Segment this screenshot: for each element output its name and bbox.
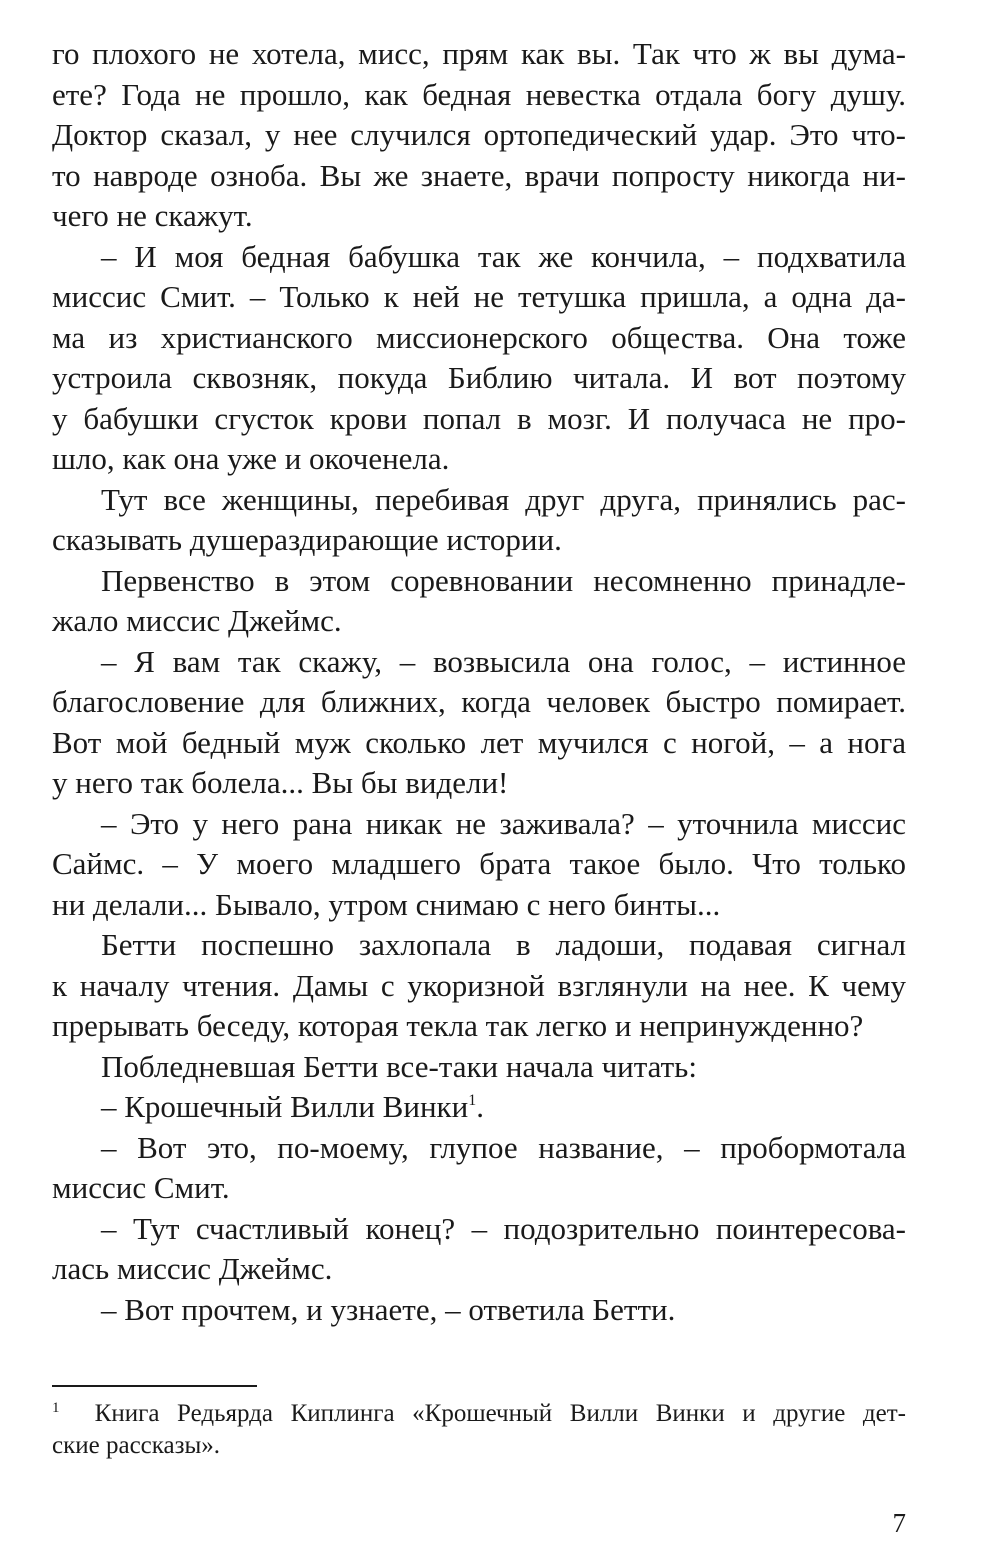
paragraph-11 [52,1209,906,1290]
text-line: – Вот прочтем, и узнаете, – ответила Бетти. [101,1291,676,1327]
text-line: – Я вам так скажу, – возвысила она голос, – истинное [101,643,906,679]
text-line: миссис Смит. – Только к ней не тетушка пришла, а одна да- [52,279,906,314]
paragraph-6 [52,804,906,926]
text-line: Доктор сказал, у нее случился ортопедический удар. Это что- [52,117,906,152]
text-fragment: – Крошечный Вилли Винки [101,1089,469,1124]
paragraph-1 [52,34,906,237]
text-line: – Вот это, по-моему, глупое название, – пробормотала [101,1129,906,1165]
text-line: жало миссис Джеймс. [52,603,342,638]
text-line: устроила сквозняк, покуда Библию читала. И вот поэтому [52,360,906,395]
paragraph-7 [52,925,906,1047]
text-line: ни делали... Бывало, утром снимаю с него бинты... [52,886,721,922]
text-line: у него так болела... Вы бы видели! [52,765,509,800]
paragraph-10 [52,1128,906,1209]
text-line: – И моя бедная бабушка так же кончила, – подхватила [101,238,906,274]
text-line [52,1087,906,1128]
text-line: прерывать беседу, которая текла так легко и непринужденно? [52,1008,864,1043]
text-line: Побледневшая Бетти все-таки начала читать: [101,1048,697,1084]
text-line: у бабушки сгусток крови попал в мозг. И получаса не про- [52,400,906,436]
paragraph-8 [52,1047,906,1088]
paragraph-5 [52,642,906,804]
text-line: ете? Года не прошло, как бедная невестка отдала богу душу. [52,76,906,112]
text-line: Тут все женщины, перебивая друг друга, принялись рас- [101,481,906,517]
footnote-mark: 1 [52,1400,60,1416]
paragraph-4 [52,561,906,642]
paragraph-9 [52,1087,906,1128]
text-line: к началу чтения. Дамы с укоризной взглянули на нее. К чему [52,967,906,1003]
text-line: сказывать душераздирающие истории. [52,522,562,557]
text-line: го плохого не хотела, мисс, прям как вы. Так что ж вы дума- [52,36,906,71]
text-line: то навроде озноба. Вы же знаете, врачи попросту никогда ни- [52,157,906,193]
footnote-text: Книга Редьярда Киплинга «Крошечный Вилли Винки и другие дет- [94,1400,907,1427]
page-body [52,34,906,1330]
paragraph-2 [52,237,906,480]
text-line: Вот мой бедный муж сколько лет мучился с ногой, – а нога [52,724,906,760]
text-fragment: . [476,1089,484,1124]
footnote-line: ские рассказы». [52,1432,221,1459]
text-line: Бетти поспешно захлопала в ладоши, подавая сигнал [101,927,906,962]
text-line: чего не скажут. [52,198,253,233]
text-line: Саймс. – У моего младшего брата такое было. Что только [52,846,906,881]
text-line: миссис Смит. [52,1170,230,1205]
footnote-line [52,1398,906,1430]
footnote-reference[interactable]: 1 [468,1092,477,1109]
paragraph-12 [52,1290,906,1331]
paragraph-3 [52,480,906,561]
text-line: шло, как она уже и окоченела. [52,441,450,476]
page-number: 7 [892,1508,906,1538]
text-line: – Тут счастливый конец? – подозрительно поинтересова- [101,1210,906,1246]
text-line: благословение для ближних, когда человек быстро помирает. [52,684,906,719]
text-line: лась миссис Джеймс. [52,1251,333,1286]
footnote-divider [52,1385,257,1387]
footnote [52,1398,906,1462]
text-line: Первенство в этом соревновании несомненно принадле- [101,562,906,598]
text-line: – Это у него рана никак не заживала? – уточнила миссис [101,805,906,841]
text-line: ма из христианского миссионерского общества. Она тоже [52,319,906,355]
